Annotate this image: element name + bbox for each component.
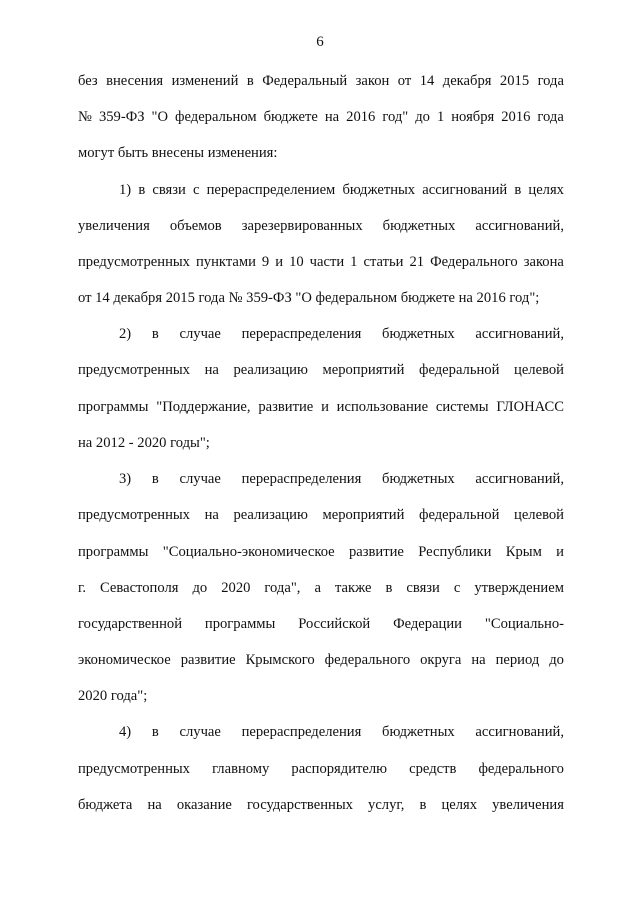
text-line: [78, 255, 564, 270]
word: до: [192, 580, 208, 596]
text-line: [78, 74, 564, 89]
word: декабря: [442, 73, 492, 89]
word: целях: [441, 797, 478, 813]
word: Крым: [505, 544, 542, 560]
word: мероприятий: [322, 507, 405, 523]
text-line: [78, 363, 564, 378]
text-line: от 14 декабря 2015 года № 359-ФЗ "О федеральном бюджете на 2016 год";: [78, 290, 540, 306]
word: объемов: [169, 218, 222, 234]
word: предусмотренных: [78, 362, 190, 378]
word: федеральной: [419, 507, 500, 523]
text-line: на 2012 - 2020 годы";: [78, 435, 210, 451]
word: перераспределения: [241, 724, 362, 740]
word: в: [419, 797, 427, 813]
page-number: 6: [316, 34, 324, 50]
word: Республики: [418, 544, 492, 560]
word: и: [321, 399, 329, 415]
text-line: [78, 219, 564, 234]
word: округа: [420, 652, 462, 668]
word: года: [537, 109, 564, 125]
word: перераспределением: [206, 182, 336, 198]
word: федеральной: [419, 362, 500, 378]
text-line: [78, 617, 564, 632]
word: до: [415, 109, 430, 125]
word: средств: [409, 761, 457, 777]
word: утверждением: [474, 580, 564, 596]
word: 21: [409, 254, 425, 270]
word: Российской: [298, 616, 371, 632]
word: в: [514, 182, 522, 198]
word: закона: [523, 254, 564, 270]
word: статьи: [363, 254, 404, 270]
word: ноября: [451, 109, 495, 125]
text-line: [119, 183, 564, 198]
word: увеличения: [78, 218, 150, 234]
word: внесения: [106, 73, 164, 89]
word: 1): [119, 182, 132, 198]
word: оказание: [176, 797, 232, 813]
text-line: [119, 472, 564, 487]
word: период: [495, 652, 540, 668]
word: без: [78, 73, 98, 89]
word: случае: [179, 471, 221, 487]
word: год": [382, 109, 409, 125]
word: федерального: [324, 652, 411, 668]
word: 359-ФЗ: [98, 109, 145, 125]
word: государственной: [78, 616, 183, 632]
word: №: [78, 109, 92, 125]
word: до: [549, 652, 564, 668]
word: Федерального: [430, 254, 518, 270]
word: использование: [336, 399, 429, 415]
word: предусмотренных: [78, 254, 190, 270]
word: Крымского: [245, 652, 315, 668]
word: услуг,: [368, 797, 405, 813]
word: на: [147, 797, 162, 813]
word: в: [151, 326, 159, 342]
word: и: [275, 254, 284, 270]
word: ассигнований,: [475, 218, 564, 234]
word: государственных: [246, 797, 353, 813]
word: распорядителю: [291, 761, 388, 777]
word: в: [246, 73, 254, 89]
word: от: [397, 73, 412, 89]
word: в: [385, 580, 393, 596]
word: связи: [406, 580, 440, 596]
word: зарезервированных: [241, 218, 363, 234]
word: изменений: [171, 73, 239, 89]
word: бюджетных: [382, 326, 455, 342]
word: ассигнований,: [475, 724, 564, 740]
word: 10: [289, 254, 304, 270]
word: программы: [78, 544, 149, 560]
word: на: [204, 507, 219, 523]
word: г.: [78, 580, 86, 596]
text-line: [78, 798, 564, 813]
word: бюджетных: [382, 724, 455, 740]
word: случае: [179, 724, 221, 740]
word: развитие: [258, 399, 314, 415]
word: пунктами: [196, 254, 256, 270]
word: федерального: [478, 761, 564, 777]
word: 3): [119, 471, 132, 487]
text-line: [78, 400, 564, 415]
text-line: могут быть внесены изменения:: [78, 145, 278, 161]
word: на: [324, 109, 340, 125]
word: "Социально-: [484, 616, 564, 632]
word: ассигнований,: [475, 326, 564, 342]
word: целях: [528, 182, 564, 198]
word: развитие: [180, 652, 236, 668]
word: бюджетных: [382, 218, 456, 234]
text-line: [78, 653, 564, 668]
word: программы: [78, 399, 149, 415]
word: 4): [119, 724, 132, 740]
word: связи: [152, 182, 186, 198]
word: в: [138, 182, 146, 198]
word: 2015: [499, 73, 530, 89]
word: 9: [261, 254, 270, 270]
word: системы: [435, 399, 489, 415]
word: перераспределения: [241, 326, 362, 342]
text-line: [119, 725, 564, 740]
word: также: [334, 580, 372, 596]
word: закон: [355, 73, 390, 89]
text-line: [78, 581, 564, 596]
word: экономическое: [78, 652, 171, 668]
text-line: [78, 545, 564, 560]
word: ГЛОНАСС: [496, 399, 564, 415]
word: 2020: [221, 580, 251, 596]
word: случае: [179, 326, 221, 342]
text-line: [119, 327, 564, 342]
text-line: [78, 762, 564, 777]
word: Федерации: [393, 616, 462, 632]
word: в: [151, 471, 159, 487]
text-line: 2020 года";: [78, 688, 148, 704]
word: программы: [204, 616, 276, 632]
word: целевой: [514, 362, 564, 378]
word: с: [192, 182, 200, 198]
word: на: [471, 652, 486, 668]
word: года",: [264, 580, 301, 596]
word: предусмотренных: [78, 761, 190, 777]
word: бюджетных: [342, 182, 416, 198]
word: развитие: [348, 544, 404, 560]
word: увеличения: [492, 797, 564, 813]
word: федеральном: [175, 109, 257, 125]
word: предусмотренных: [78, 507, 190, 523]
word: ассигнований,: [475, 471, 564, 487]
word: 2): [119, 326, 132, 342]
word: мероприятий: [322, 362, 405, 378]
word: Севастополя: [100, 580, 179, 596]
word: 2016: [346, 109, 376, 125]
word: "Социально-экономическое: [162, 544, 335, 560]
word: 2016: [501, 109, 531, 125]
word: 1: [436, 109, 445, 125]
word: бюджета: [78, 797, 133, 813]
word: перераспределения: [241, 471, 362, 487]
word: части: [309, 254, 345, 270]
word: 1: [350, 254, 358, 270]
word: и: [556, 544, 564, 560]
word: целевой: [514, 507, 564, 523]
word: "О: [151, 109, 169, 125]
word: бюджетных: [382, 471, 455, 487]
word: бюджете: [263, 109, 318, 125]
word: года: [537, 73, 564, 89]
word: в: [151, 724, 159, 740]
word: главному: [212, 761, 270, 777]
text-line: [78, 508, 564, 523]
word: на: [204, 362, 219, 378]
word: реализацию: [233, 362, 308, 378]
word: а: [314, 580, 321, 596]
word: с: [453, 580, 461, 596]
word: 14: [419, 73, 435, 89]
word: ассигнований: [422, 182, 508, 198]
word: Федеральный: [262, 73, 348, 89]
text-line: [78, 110, 564, 125]
word: реализацию: [233, 507, 308, 523]
word: "Поддержание,: [156, 399, 251, 415]
